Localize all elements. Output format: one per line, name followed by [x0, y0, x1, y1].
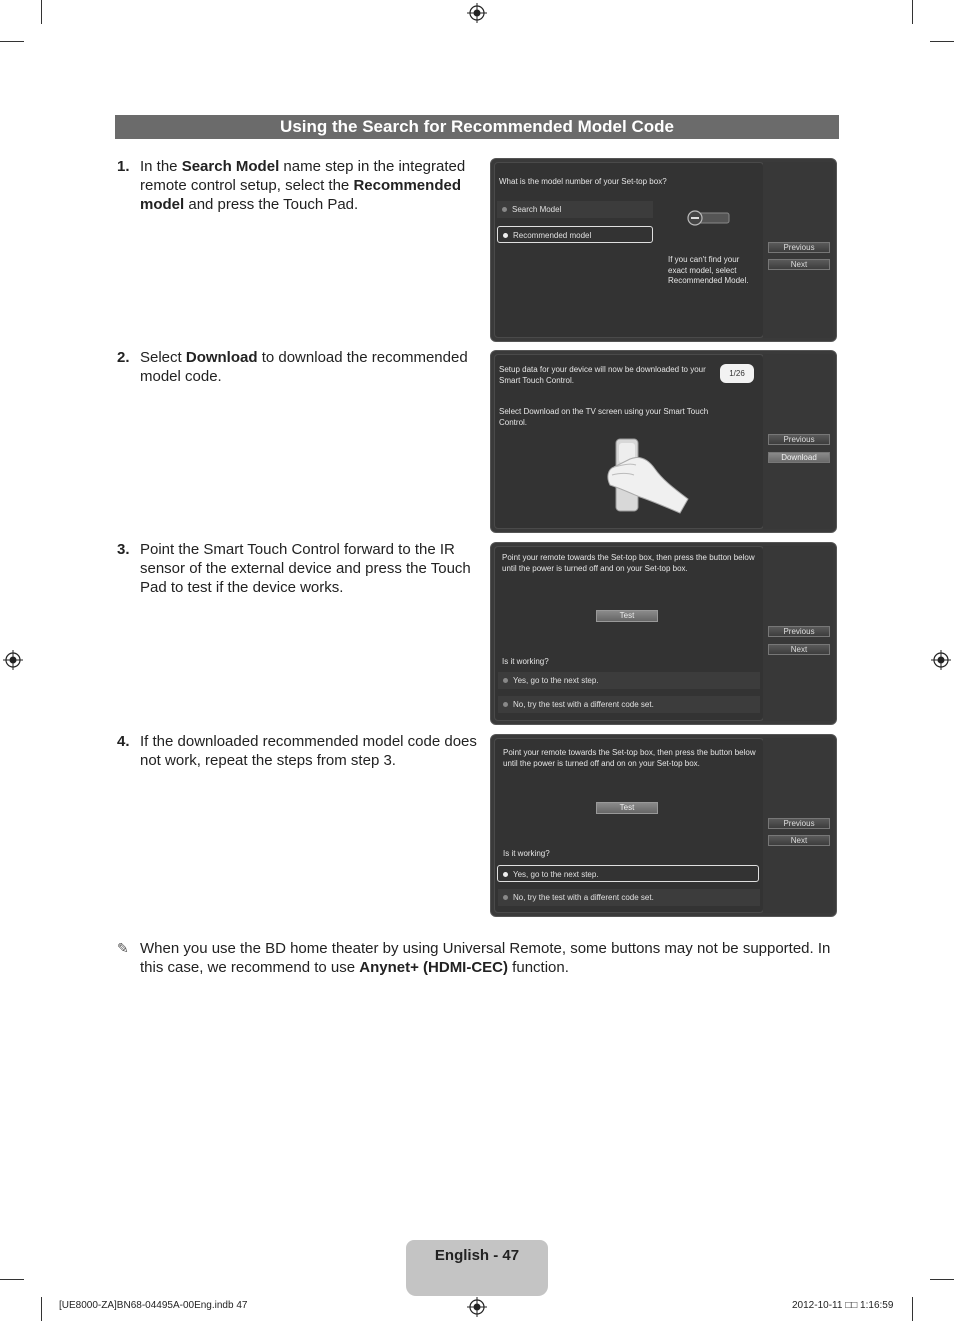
crop-mark: [41, 0, 42, 24]
next-button[interactable]: Next: [768, 259, 830, 270]
screen-side-panel: [763, 162, 833, 338]
text-run: function.: [508, 959, 569, 976]
text-run: to download the recommended model code.: [140, 349, 468, 385]
option-no[interactable]: [498, 889, 760, 906]
radio-icon: [503, 702, 508, 707]
note: [117, 939, 841, 977]
tv-screen-model-search: [490, 158, 837, 342]
text-run: Select: [140, 349, 186, 366]
option-search-model[interactable]: [497, 201, 653, 218]
section-title: Using the Search for Recommended Model Code: [115, 115, 839, 139]
previous-button[interactable]: Previous: [768, 818, 830, 829]
hand-holding-remote-icon: [600, 437, 695, 515]
screen-main-panel: [494, 738, 764, 913]
radio-icon: [503, 233, 508, 238]
step-text: [140, 157, 479, 214]
test-button[interactable]: Test: [596, 610, 658, 622]
radio-icon: [503, 895, 508, 900]
option-label: No, try the test with a different code set.: [513, 700, 654, 709]
bold-term: Search Model: [181, 158, 280, 175]
screen-side-panel: [763, 354, 833, 529]
bold-term: Download: [185, 349, 258, 366]
option-label: No, try the test with a different code set.: [513, 893, 654, 902]
download-button[interactable]: Download: [768, 452, 830, 463]
radio-icon: [503, 678, 508, 683]
screen-main-panel: [494, 546, 764, 721]
text-run: When you use the BD home theater by using Universal Remote, some buttons may not be supported. In this case, we recommend to use: [140, 940, 831, 976]
step-number: 3.: [117, 541, 130, 558]
download-info: Setup data for your device will now be downloaded to your Smart Touch Control.: [499, 365, 706, 385]
test-instruction: Point your remote towards the Set-top box, then press the button below until the power is turned off and on your Set-top box.: [502, 553, 755, 573]
working-question: Is it working?: [503, 849, 550, 858]
screen-hint: If you can't find your exact model, select Recommended Model.: [668, 255, 749, 285]
tv-screen-test: [490, 542, 837, 725]
option-recommended-model[interactable]: [497, 226, 653, 243]
step-text: If the downloaded recommended model code does not work, repeat the steps from step 3.: [140, 733, 477, 769]
option-yes[interactable]: [497, 865, 759, 882]
crop-mark: [912, 1297, 913, 1321]
registration-mark-icon: [931, 650, 951, 670]
pencil-note-icon: ✎: [117, 940, 129, 956]
step-4: [117, 732, 479, 770]
registration-mark-icon: [3, 650, 23, 670]
working-question: Is it working?: [502, 657, 549, 666]
step-2: [117, 348, 479, 386]
crop-mark: [0, 41, 24, 42]
step-number: 1.: [117, 158, 130, 175]
option-yes[interactable]: [498, 672, 760, 689]
next-button[interactable]: Next: [768, 644, 830, 655]
note-text: [140, 939, 841, 977]
screen-main-panel: [494, 162, 764, 338]
step-number: 4.: [117, 733, 130, 750]
screen-question: What is the model number of your Set-top box?: [499, 177, 667, 186]
step-1: [117, 157, 479, 214]
screen-main-panel: [494, 354, 764, 529]
bold-term: Recommended model: [140, 177, 461, 213]
option-label: Recommended model: [513, 231, 592, 240]
option-label: Yes, go to the next step.: [513, 870, 599, 879]
progress-counter: 1/26: [720, 364, 754, 383]
option-no[interactable]: [498, 696, 760, 713]
crop-mark: [930, 1279, 954, 1280]
crop-mark: [912, 0, 913, 24]
step-text: Point the Smart Touch Control forward to the IR sensor of the external device and press the Touch Pad to test if the device works.: [140, 541, 471, 596]
test-button[interactable]: Test: [596, 802, 658, 814]
text-run: and press the Touch Pad.: [184, 196, 359, 213]
step-text: [140, 348, 479, 386]
radio-icon: [503, 872, 508, 877]
radio-icon: [502, 207, 507, 212]
crop-mark: [930, 41, 954, 42]
page-number: English - 47: [406, 1240, 548, 1296]
crop-mark: [0, 1279, 24, 1280]
test-instruction: Point your remote towards the Set-top box, then press the button below until the power is turned off and on on your Set-top box.: [503, 748, 756, 768]
registration-mark-icon: [467, 3, 487, 23]
text-run: In the: [140, 158, 182, 175]
text-run: name step in the integrated remote control setup, select the: [140, 158, 466, 194]
footer-file-info: [UE8000-ZA]BN68-04495A-00Eng.indb 47: [59, 1300, 248, 1311]
set-top-box-icon: [685, 209, 733, 229]
option-label: Search Model: [512, 205, 562, 214]
previous-button[interactable]: Previous: [768, 434, 830, 445]
screen-side-panel: [763, 738, 833, 913]
option-label: Yes, go to the next step.: [513, 676, 599, 685]
step-number: 2.: [117, 349, 130, 366]
download-instruction: Select Download on the TV screen using your Smart Touch Control.: [499, 407, 709, 427]
screen-side-panel: [763, 546, 833, 721]
crop-mark: [41, 1297, 42, 1321]
previous-button[interactable]: Previous: [768, 626, 830, 637]
footer-timestamp: 2012-10-11 □□ 1:16:59: [792, 1300, 894, 1311]
tv-screen-test-retry: [490, 734, 837, 917]
bold-term: Anynet+ (HDMI-CEC): [359, 959, 509, 976]
tv-screen-download: [490, 350, 837, 533]
next-button[interactable]: Next: [768, 835, 830, 846]
previous-button[interactable]: Previous: [768, 242, 830, 253]
step-3: [117, 540, 479, 597]
registration-mark-icon: [467, 1297, 487, 1317]
